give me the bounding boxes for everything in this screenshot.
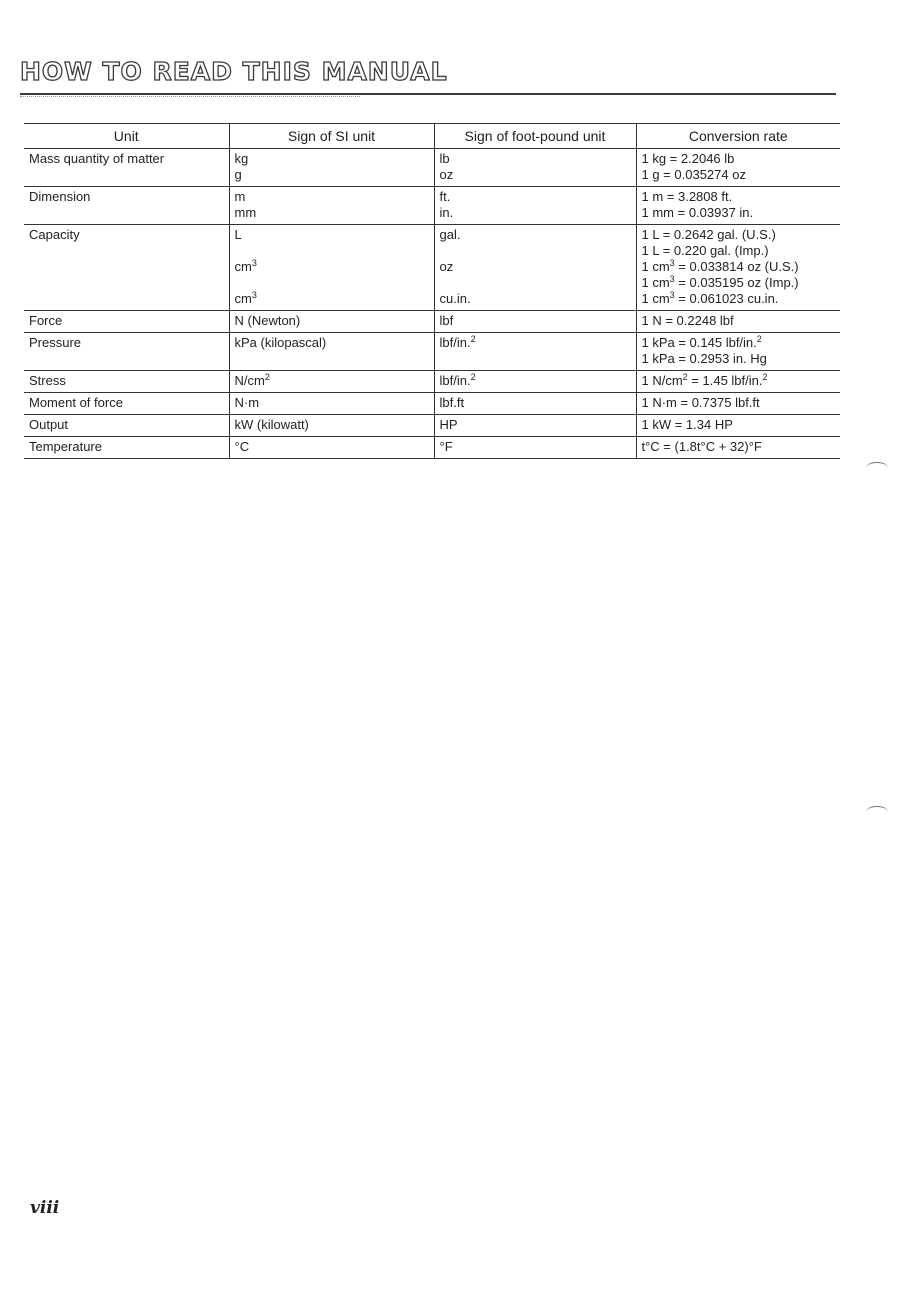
cell-fp: lb oz (434, 149, 636, 187)
cell-fp: lbf/in.$^2$ (434, 371, 636, 393)
cell-si: N (Newton) (229, 311, 434, 333)
table-row-mass (24, 149, 840, 187)
cell-si: kW (kilowatt) (229, 415, 434, 437)
cell-fp: lbf (434, 311, 636, 333)
cell-unit: Temperature (24, 437, 229, 459)
table-row-capacity (24, 225, 840, 311)
cell-conversion: 1 kW = 1.34 HP (636, 415, 840, 437)
header-foot-pound-unit: Sign of foot-pound unit (434, 124, 636, 149)
cell-unit: Moment of force (24, 393, 229, 415)
table-row-stress (24, 371, 840, 393)
table-row-force (24, 311, 840, 333)
header-si-unit: Sign of SI unit (229, 124, 434, 149)
cell-unit: Capacity (24, 225, 229, 311)
page-number: viii (30, 1198, 60, 1218)
title-rule (20, 93, 836, 95)
cell-fp: °F (434, 437, 636, 459)
cell-unit: Mass quantity of matter (24, 149, 229, 187)
cell-fp: gal. oz cu.in. (434, 225, 636, 311)
cell-unit: Output (24, 415, 229, 437)
cell-conversion: 1 kPa = 0.145 lbf/in.$^2$ 1 kPa = 0.2953 in. Hg (636, 333, 840, 371)
cell-fp: ft. in. (434, 187, 636, 225)
header-conversion-rate: Conversion rate (636, 124, 840, 149)
header-unit: Unit (24, 124, 229, 149)
conversion-table (24, 123, 840, 459)
cell-conversion: 1 $N/cm^2 = 1.45$ lbf/in.$^2$ (636, 371, 840, 393)
cell-unit: Dimension (24, 187, 229, 225)
cell-si: L $cm^3$ $cm^3$ (229, 225, 434, 311)
cell-unit: Force (24, 311, 229, 333)
cell-si: $N/cm^2$ (229, 371, 434, 393)
page-title: HOW TO READ THIS MANUAL (20, 57, 448, 86)
cell-conversion: 1 N·m = 0.7375 lbf.ft (636, 393, 840, 415)
cell-si: m mm (229, 187, 434, 225)
table-row-moment-of-force (24, 393, 840, 415)
table-header-row (24, 124, 840, 149)
table-row-temperature (24, 437, 840, 459)
cell-si: N·m (229, 393, 434, 415)
cell-si: kPa (kilopascal) (229, 333, 434, 371)
scan-mark (866, 806, 888, 817)
cell-conversion: 1 L = 0.2642 gal. (U.S.) 1 L = 0.220 gal. (Imp.) 1 $cm^3 = 0.033814$ oz (U.S.) 1 $cm^3 = 0.035195$ oz (Imp.) 1 $cm^3 = 0.061023$ cu.in. (636, 225, 840, 311)
cell-unit: Pressure (24, 333, 229, 371)
cell-conversion: 1 kg = 2.2046 lb 1 g = 0.035274 oz (636, 149, 840, 187)
title-rule-dots (20, 96, 360, 98)
table-row-pressure (24, 333, 840, 371)
cell-fp: lbf/in.$^2$ (434, 333, 636, 371)
cell-unit: Stress (24, 371, 229, 393)
cell-si: °C (229, 437, 434, 459)
cell-fp: HP (434, 415, 636, 437)
cell-fp: lbf.ft (434, 393, 636, 415)
cell-conversion: 1 N = 0.2248 lbf (636, 311, 840, 333)
table-row-dimension (24, 187, 840, 225)
cell-si: kg g (229, 149, 434, 187)
table-row-output (24, 415, 840, 437)
scan-mark (866, 462, 888, 473)
cell-conversion: 1 m = 3.2808 ft. 1 mm = 0.03937 in. (636, 187, 840, 225)
cell-conversion: t°C = (1.8t°C + 32)°F (636, 437, 840, 459)
